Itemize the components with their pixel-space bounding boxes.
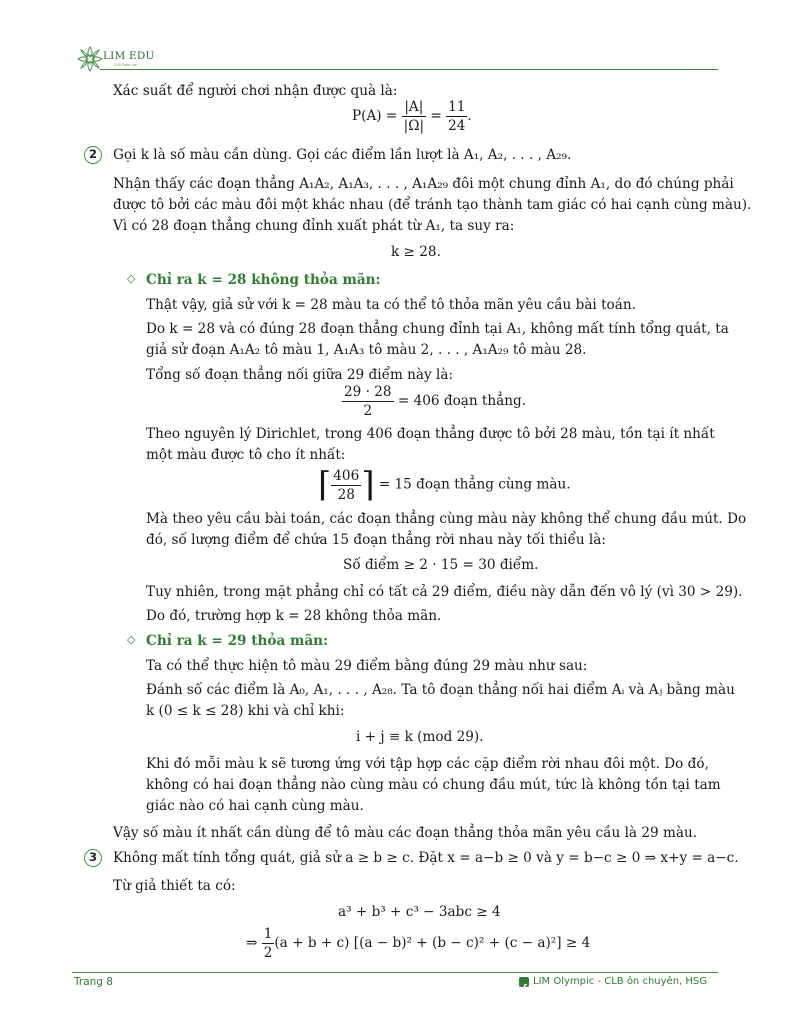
text-line: giác nào có hai cạnh cùng màu. — [146, 798, 364, 814]
footer-source: LIM Olympic - CLB ôn chuyên, HSG — [533, 976, 708, 987]
text-line: được tô bởi các màu đôi một khác nhau (để tránh tạo thành tam giác có hai cạnh cùng màu). — [113, 197, 752, 213]
text-line: Ta có thể thực hiện tô màu 29 điểm bằng đúng 29 màu như sau: — [146, 658, 588, 674]
formula-implication: ⇒ $\frac{1}{2}$ (a + b + c) [(a − b)² + (b − c)² + (c − a)²] ≥ 4 — [246, 926, 591, 961]
formula-points: Số điểm ≥ 2 · 15 = 30 điểm. — [343, 557, 539, 573]
text-line: Mà theo yêu cầu bài toán, các đoạn thẳng cùng màu này không thể chung đầu mút. Do — [146, 511, 747, 527]
text-line: Đánh số các điểm là A₀, A₁, . . . , A₂₈. Ta tô đoạn thẳng nối hai điểm Aᵢ và Aⱼ bằng màu — [146, 682, 735, 698]
page-number: Trang 8 — [74, 976, 113, 988]
text-line: Theo nguyên lý Dirichlet, trong 406 đoạn thẳng được tô bởi 28 màu, tồn tại ít nhất — [146, 426, 715, 442]
text-line: giả sử đoạn A₁A₂ tô màu 1, A₁A₃ tô màu 2, . . . , A₁A₂₉ tô màu 28. — [146, 342, 587, 358]
item-number-2: 2 — [84, 146, 102, 164]
brand-name: LIM EDU — [103, 50, 155, 62]
text-line: Khi đó mỗi màu k sẽ tương ứng với tập hợp các cặp điểm rời nhau đôi một. Do đó, — [146, 756, 709, 772]
bullet-title-k29: Chỉ ra k = 29 thỏa mãn: — [146, 633, 329, 649]
diamond-bullet-icon: ◇ — [127, 633, 136, 646]
text-line: Do k = 28 và có đúng 28 đoạn thẳng chung đỉnh tại A₁, không mất tính tổng quát, ta — [146, 321, 729, 337]
text-line: Không mất tính tổng quát, giả sử a ≥ b ≥ c. Đặt x = a−b ≥ 0 và y = b−c ≥ 0 ⇒ x+y = a−c. — [113, 850, 739, 866]
item-number-3: 3 — [84, 849, 102, 867]
text-line: k (0 ≤ k ≤ 28) khi và chỉ khi: — [146, 703, 345, 719]
text-line: Gọi k là số màu cần dùng. Gọi các điểm lần lượt là A₁, A₂, . . . , A₂₉. — [113, 147, 572, 163]
formula-cubic: a³ + b³ + c³ − 3abc ≥ 4 — [338, 904, 501, 920]
formula-total-segments: $\frac{29 \cdot 28}{2}$ = 406 đoạn thẳng. — [344, 384, 527, 419]
formula-probability: P(A) = $\frac{|A|}{|\Omega|}$ = $\frac{11}{24}$ . — [352, 99, 472, 134]
text-line: không có hai đoạn thẳng nào cùng màu có chung đầu mút, tức là không tồn tại tam — [146, 777, 721, 793]
text-line: Vậy số màu ít nhất cần dùng để tô màu các đoạn thẳng thỏa mãn yêu cầu là 29 màu. — [113, 825, 698, 841]
text-line: Tổng số đoạn thẳng nối giữa 29 điểm này là: — [146, 367, 454, 383]
brand-subtitle: CLB Toán Lim — [114, 63, 138, 67]
text-line: một màu được tô cho ít nhất: — [146, 447, 346, 463]
formula-k-ge-28: k ≥ 28. — [391, 244, 441, 260]
formula-mod: i + j ≡ k (mod 29). — [356, 729, 484, 745]
bullet-title-k28: Chỉ ra k = 28 không thỏa mãn: — [146, 272, 381, 288]
text-line: Từ giả thiết ta có: — [113, 878, 236, 894]
facebook-icon — [519, 977, 529, 987]
text-line: Do đó, trường hợp k = 28 không thỏa mãn. — [146, 608, 442, 624]
diamond-bullet-icon: ◇ — [127, 272, 136, 285]
footer-rule — [72, 972, 718, 973]
text-line: Xác suất để người chơi nhận được quà là: — [113, 83, 398, 99]
text-line: Thật vậy, giả sử với k = 28 màu ta có thể tô thỏa mãn yêu cầu bài toán. — [146, 297, 636, 313]
formula-ceiling: ⌈ $\frac{406}{28}$ ⌉ = 15 đoạn thẳng cùng màu. — [318, 465, 571, 505]
text-line: Vì có 28 đoạn thẳng chung đỉnh xuất phát từ A₁, ta suy ra: — [113, 218, 515, 234]
header-rule — [100, 69, 718, 70]
text-line: Nhận thấy các đoạn thẳng A₁A₂, A₁A₃, . . . , A₁A₂₉ đôi một chung đỉnh A₁, do đó chúng phải — [113, 176, 734, 192]
text-line: Tuy nhiên, trong mặt phẳng chỉ có tất cả 29 điểm, điều này dẫn đến vô lý (vì 30 > 29). — [146, 584, 743, 600]
text-line: đó, số lượng điểm để chứa 15 đoạn thẳng rời nhau này tối thiểu là: — [146, 532, 606, 548]
